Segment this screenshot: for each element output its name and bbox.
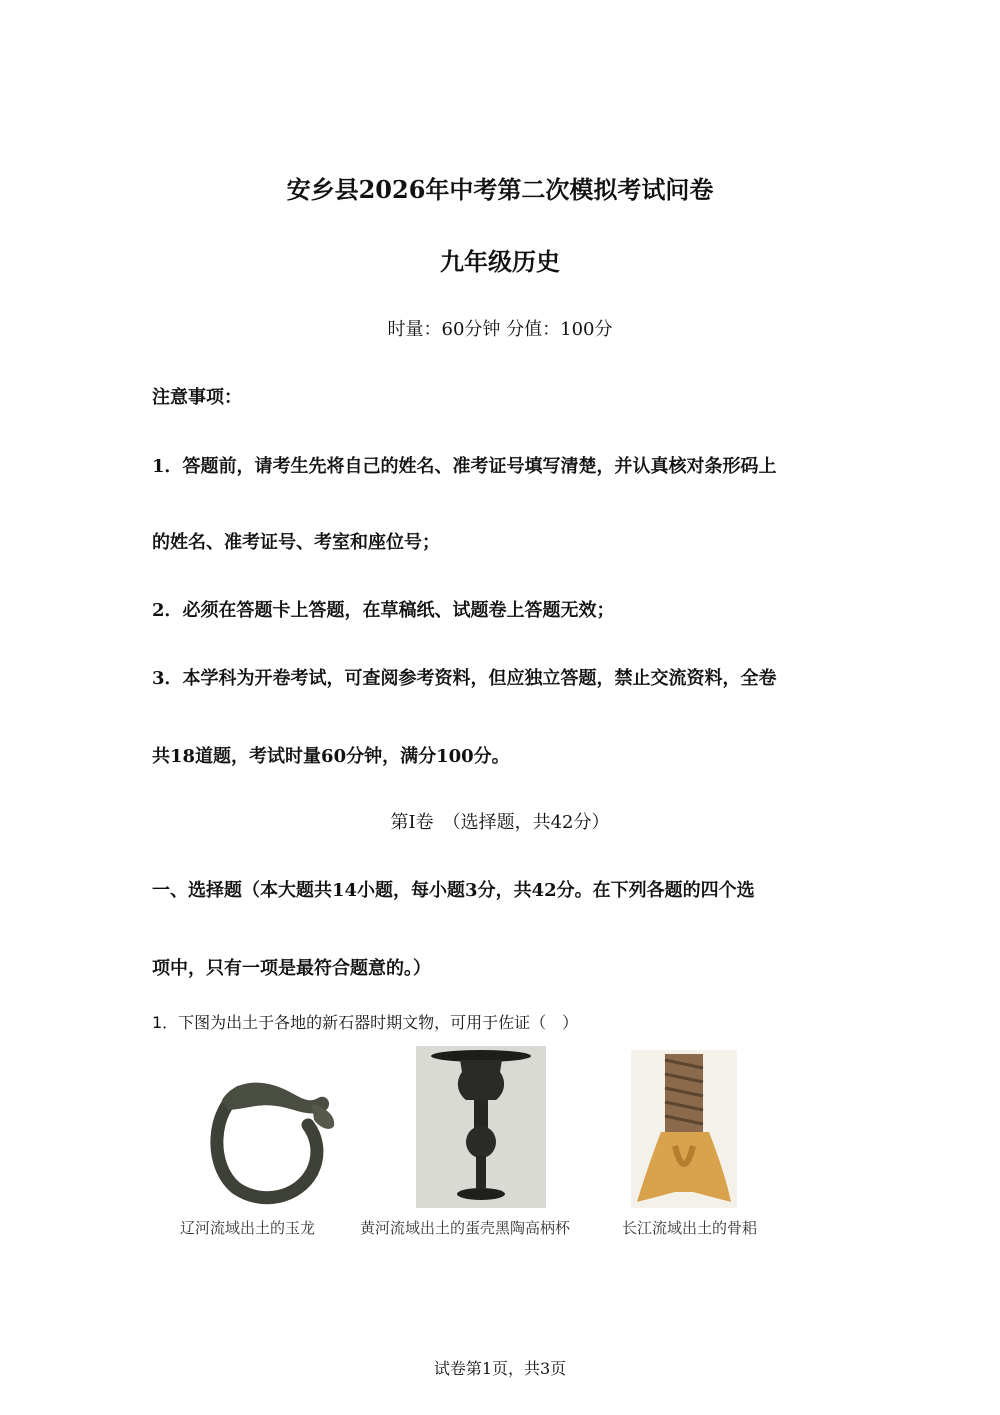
note-line: 2．必须在答题卡上答题，在草稿纸、试题卷上答题无效； (152, 600, 615, 621)
exam-meta: 时量：60分钟 分值：100分 (387, 319, 613, 340)
jade-dragon-image (200, 1070, 350, 1210)
exam-subtitle: 九年级历史 (440, 247, 560, 276)
question-1-stem: 1．下图为出土于各地的新石器时期文物，可用于佐证（ ） (152, 1013, 579, 1032)
figure-caption: 长江流域出土的骨耜 (622, 1219, 758, 1237)
bone-spade-image (631, 1050, 737, 1208)
figure-caption: 黄河流域出土的蛋壳黑陶高柄杯 (360, 1219, 571, 1237)
figure-caption: 辽河流域出土的玉龙 (180, 1219, 316, 1237)
section-instruction: 一、选择题（本大题共14小题，每小题3分，共42分。在下列各题的四个选 (152, 880, 755, 901)
page-footer: 试卷第1页，共3页 (433, 1359, 567, 1378)
part-heading: 第Ⅰ卷 （选择题，共42分） (390, 812, 610, 833)
note-line: 共18道题，考试时量60分钟，满分100分。 (152, 746, 510, 767)
note-line: 的姓名、准考证号、考室和座位号； (152, 532, 440, 553)
exam-title: 安乡县2026年中考第二次模拟考试问卷 (286, 175, 714, 204)
note-line: 3．本学科为开卷考试，可查阅参考资料，但应独立答题，禁止交流资料，全卷 (152, 668, 777, 689)
notes-heading: 注意事项： (152, 387, 242, 408)
note-line: 1．答题前，请考生先将自己的姓名、准考证号填写清楚，并认真核对条形码上 (152, 456, 777, 477)
section-instruction: 项中，只有一项是最符合题意的。） (152, 958, 431, 979)
black-pottery-cup-image (416, 1046, 546, 1208)
